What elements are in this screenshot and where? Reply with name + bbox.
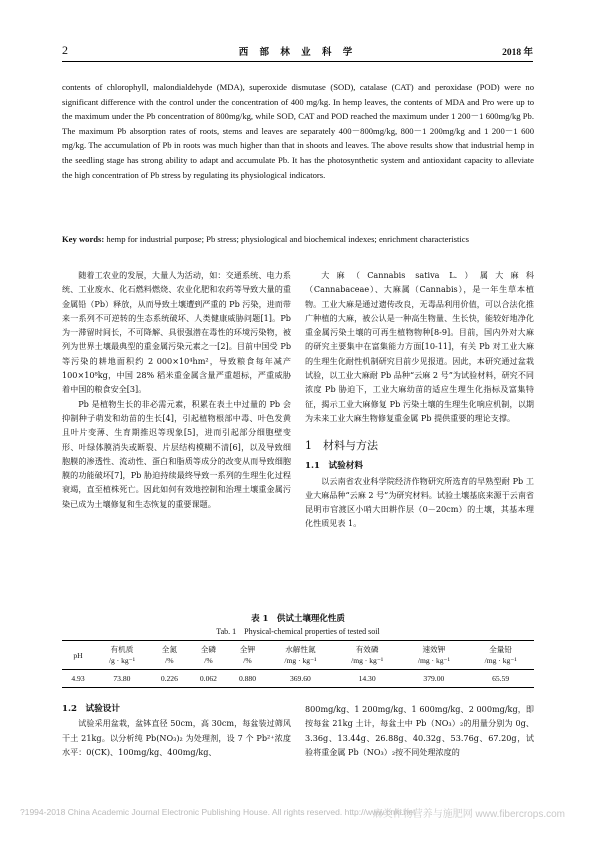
table-header-cell: 全氮 /%: [150, 641, 189, 670]
design-paragraph-part2: 800mg/kg、1 200mg/kg、1 600mg/kg、2 000mg/kg，即按每盆 21kg 土计，每盆土中 Pb（NO₃）₂的用量分别为 0g、3.36g、13.44g、26.88g、40.32g、53.76g、67.20g，试验将重金属 Pb（NO₃）₂按不同处理浓度的: [305, 704, 534, 757]
table-header-cell: 有效磷 /mg · kg⁻¹: [334, 641, 401, 670]
table-header-cell: 水解性氮 /mg · kg⁻¹: [267, 641, 334, 670]
table-header-cell: 全磷 /%: [189, 641, 228, 670]
table-cell: 0.226: [150, 670, 189, 688]
keywords: [62, 232, 534, 247]
body-column-right-lower: [305, 702, 534, 759]
page-number: 2: [62, 43, 68, 57]
design-paragraph-part1: 试验采用盆栽，盆钵直径 50cm，高 30cm，每盆装过筛风干土 21kg。以分析纯 Pb(NO₃)₂ 为处理剂，设 7 个 Pb²⁺浓度水平：0(CK)、100mg/kg、400mg/kg、: [62, 718, 291, 757]
table-row: [62, 670, 534, 688]
table-cell: 65.59: [467, 670, 534, 688]
body-column-left: [62, 268, 291, 511]
subsection-heading-materials: 1.1 试验材料: [305, 461, 363, 472]
soil-properties-table: [62, 640, 534, 688]
table-cell: 4.93: [62, 670, 94, 688]
table-header-cell: pH: [62, 641, 94, 670]
body-column-right: [305, 268, 534, 531]
table-cell: 0.880: [228, 670, 267, 688]
section-heading-materials-methods: 1 材料与方法: [305, 439, 378, 453]
page-footer: [20, 807, 575, 820]
table-header-cell: 全钾 /%: [228, 641, 267, 670]
table-cell: 14.30: [334, 670, 401, 688]
table-cell: 369.60: [267, 670, 334, 688]
body-column-left-lower: [62, 702, 291, 759]
keywords-label: Key words:: [62, 234, 105, 244]
table-header-cell: 有机质 /g · kg⁻¹: [94, 641, 150, 670]
subsection-heading-design: 1.2 试验设计: [62, 704, 120, 714]
intro-paragraph-2: Pb 是植物生长的非必需元素，积累在表土中过量的 Pb 会抑制种子萌发和幼苗的生长[4]，引起植物根部中毒、叶色发黄且叶片变薄、生育期推迟等现象[5]，进而引起部分细胞壁变形、叶绿体膜消失或断裂、片层结构模糊不清[6]，以及导致细胞膜的渗透性、流动性、蛋白和脂质等成分的改变从而导致细胞膜的功能破坏[7]，Pb 胁迫持续最终导致一系列的生理生化过程衰竭，直至植株死亡。因此如何有效地控制和治理土壤重金属污染已成为土壤修复和生态恢复的重要课题。: [62, 398, 291, 509]
table-header-row: [62, 641, 534, 670]
table-header-cell: 全量铅 /mg · kg⁻¹: [467, 641, 534, 670]
table-cell: 379.00: [400, 670, 467, 688]
running-header: [62, 40, 533, 62]
materials-paragraph: 以云南省农业科学院经济作物研究所选育的早熟型耐 Pb 工业大麻品种“云麻 2 号”为研究材料。试验土壤基底来源于云南省昆明市官渡区小哨大田耕作层（0－20cm）的土壤，其基本理化性质见表 1。: [305, 475, 535, 529]
journal-title: 西 部 林 业 科 学: [238, 47, 357, 58]
table-header-cell: 速效钾 /mg · kg⁻¹: [400, 641, 467, 670]
copyright-notice: ?1994-2018 China Academic Journal Electronic Publishing House. All rights reserved. http://www.cnki.net: [20, 807, 416, 817]
table-cell: 73.80: [94, 670, 150, 688]
table-caption-zh: 表 1 供试土壤理化性质: [251, 614, 345, 624]
site-watermark: 麻类作物营养与施肥网 www.fibercrops.com: [372, 809, 565, 820]
table-caption-en: Tab. 1 Physical-chemical properties of tested soil: [216, 627, 380, 636]
english-abstract: contents of chlorophyll, malondialdehyde (MDA), superoxide dismutase (SOD), catalase (CAT) and peroxidase (POD) were no significant difference with the control under the concentration of 400 mg/kg. In hemp leaves, the contents of MDA and Pro were up to the maximum under the Pb concentration of 800mg/kg, while SOD, CAT and POD reached the maximum under 1 200－1 600mg/kg Pb. The maximum Pb absorption rates of roots, stems and leaves are separately 400－800mg/kg, 800－1 200mg/kg and 1 200－1 600 mg/kg. The accumulation of Pb in roots was much higher than that in shoots and leaves. The above results show that industrial hemp in the seedling stage has strong ability to adapt and accumulate Pb. It has the photosynthetic system and antioxidant capacity to alleviate the high concentration of Pb stress by regulating its physiological indicators.: [62, 82, 534, 180]
issue-year: 2018 年: [502, 48, 533, 58]
table-cell: 0.062: [189, 670, 228, 688]
keywords-text: hemp for industrial purpose; Pb stress; physiological and biochemical indexes; enrichment characteristics: [104, 234, 469, 244]
intro-paragraph-1: 随着工农业的发展，大量人为活动，如：交通系统、电力系统、工业废水、化石燃料燃烧、农业化肥和农药等导致大量的重金属铅（Pb）释放，从而导致土壤遭到严重的 Pb 污染，进而带来一系列不可逆转的生态系统破坏、人类健康威胁问题[1]。Pb 为一滞留时间长，不可降解、具很强潜在毒性的环境污染物，被列为世界土壤最典型的重金属污染元素之一[2]。目前中国受 Pb 等污染的耕地面积约 2 000×10⁴hm²，导致粮食每年减产 100×10⁸kg，中国 28% 稻米重金属含量严重超标，严重威胁着中国的粮食安全[3]。: [62, 270, 291, 395]
intro-paragraph-3: 大麻（Cannabis sativa L.）属大麻科（Cannabaceae）、大麻属（Cannabis），是一年生草本植物。工业大麻是通过遗传改良，无毒品利用价值，可以合法化推广种植的大麻，被公认是一种高生物量、生长快，能较好地净化重金属污染土壤的可再生植物物种[8-9]。目前，国内外对大麻的研究主要集中在富集能力方面[10-11]，有关 Pb 对工业大麻的生理生化耐性机制研究目前少见报道。因此，本研究通过盆栽试验，以工业大麻耐 Pb 品种“云麻 2 号”为试验材料，研究不同浓度 Pb 胁迫下，工业大麻幼苗的适应生理生化指标及富集特征，揭示工业大麻修复 Pb 污染土壤的生理生化响应机制，以期为未来工业大麻生物修复重金属 Pb 提供重要的理论支撑。: [305, 270, 534, 423]
